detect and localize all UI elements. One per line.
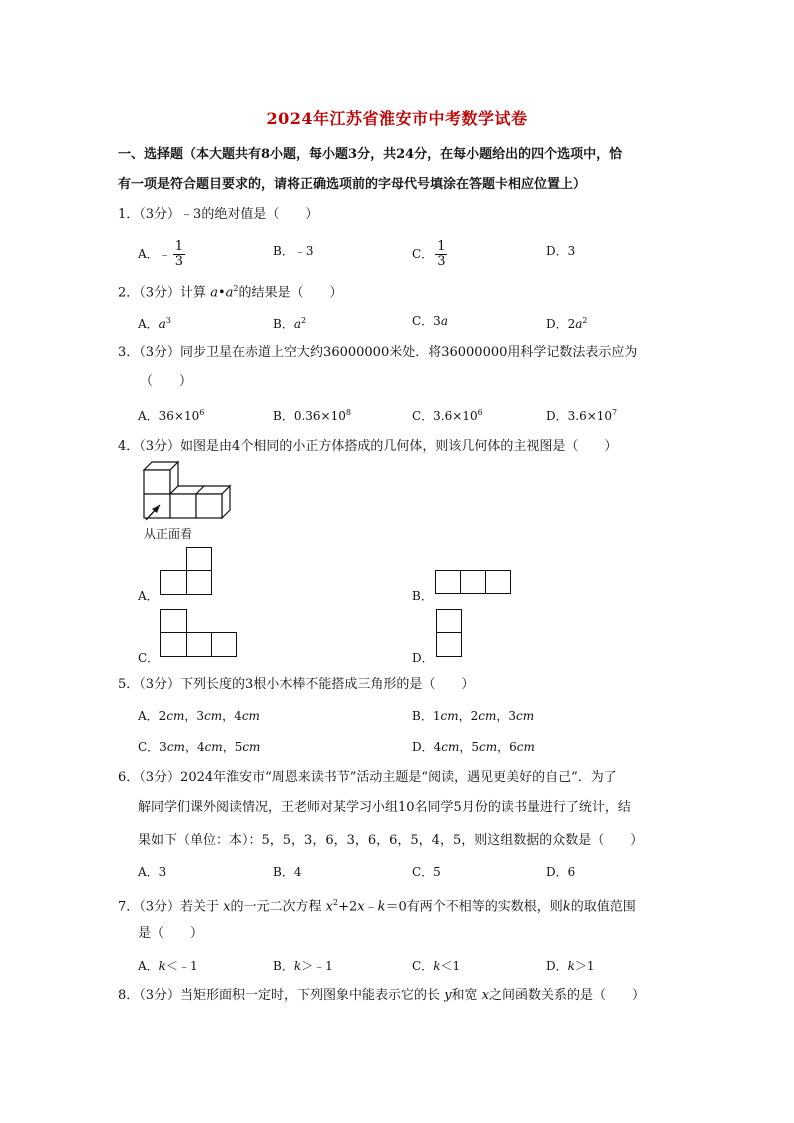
q7-a-k: k — [158, 959, 166, 973]
q8-stem-post: 之间函数关系的是（ ） — [489, 988, 646, 1003]
q2-d-label: D．2 — [546, 317, 576, 331]
q4-c-square — [211, 632, 237, 657]
q5-unit: cm — [516, 740, 535, 754]
q5-unit: cm — [166, 709, 185, 723]
q2-d-sup: 2 — [582, 316, 588, 325]
q5-b-2: ，2 — [458, 709, 479, 723]
q7-eq-x: x — [325, 899, 334, 915]
q4-option-d-label: D． — [412, 651, 434, 665]
q3-b-text: B．0.36×10 — [273, 409, 346, 423]
q1-a-numerator: 1 — [174, 239, 183, 254]
q2-stem — [118, 280, 342, 302]
q4-a-square — [186, 547, 212, 571]
q2-c-label: C．3 — [412, 314, 441, 328]
q2-a-var: a — [158, 317, 166, 331]
q4-c-square — [160, 632, 187, 657]
q5-option-b — [412, 708, 534, 724]
q5-unit: cm — [204, 709, 223, 723]
q5-b-1: B．1 — [412, 709, 441, 723]
section-heading-line2: 有一项是符合题目要求的，请将正确选项前的字母代号填涂在答题卡相应位置上） — [118, 177, 587, 192]
q5-stem: 5．（3分）下列长度的3根小木棒不能搭成三角形的是（ ） — [118, 677, 475, 692]
q5-option-c — [138, 739, 260, 755]
q4-d-square — [436, 632, 462, 657]
q7-d-post: ＞1 — [574, 959, 595, 973]
q2-option-a — [138, 313, 171, 332]
q4-option-a-label: A． — [138, 589, 159, 603]
q7-eq-minus: ﹣ — [364, 899, 378, 915]
q4-d-square — [436, 609, 462, 633]
q1-a-denominator: 3 — [174, 254, 183, 269]
q5-option-a — [138, 708, 260, 724]
q1-option-a — [138, 240, 185, 269]
q6-stem-line3: 果如下（单位：本）：5，5，3，6，3，6，6，5，4，5，则这组数据的众数是（ ） — [138, 833, 644, 848]
q4-c-square — [160, 609, 187, 633]
q7-var-k: k — [562, 899, 571, 915]
q2-b-sup: 2 — [300, 316, 307, 325]
q4-option-a-figure — [160, 547, 212, 595]
q5-unit: cm — [441, 740, 460, 754]
q3-a-text: A．36×10 — [138, 409, 200, 423]
q5-d-1: D．4 — [412, 740, 442, 754]
q5-unit: cm — [515, 709, 535, 723]
q3-b-sup: 8 — [345, 408, 351, 417]
q4-a-square — [160, 570, 187, 595]
q4-b-square — [435, 570, 461, 594]
q1-stem: 1．（3分）﹣3的绝对值是（ ） — [118, 207, 319, 222]
q6-stem-line2: 解同学们课外阅读情况，王老师对某学习小组10名同学5月份的读书量进行了统计，结 — [138, 800, 631, 815]
q7-b-pre: B． — [273, 959, 294, 973]
q2-stem-expr: a•a — [210, 285, 234, 301]
q4-option-b-label: B． — [412, 589, 433, 603]
q3-c-text: C．3.6×10 — [412, 409, 478, 423]
q6-stem-line1: 6．（3分）2024年淮安市“周恩来读书节”活动主题是“阅读，遇见更美好的自己”．为了 — [118, 770, 617, 785]
q1-a-fraction — [173, 240, 185, 269]
q5-unit: cm — [241, 709, 260, 723]
q7-option-c — [412, 958, 460, 974]
q2-option-b — [273, 313, 306, 332]
q2-b-var: a — [293, 317, 301, 331]
q3-option-a — [138, 405, 204, 424]
q8-stem — [118, 987, 645, 1005]
page-title: 2024年江苏省淮安市中考数学试卷 — [266, 109, 528, 128]
q5-d-3: ，6 — [497, 740, 517, 754]
q6-option-d: D．6 — [546, 865, 576, 879]
q4-b-square — [485, 570, 511, 594]
q5-b-3: ，3 — [496, 709, 516, 723]
q8-stem-mid: 和宽 — [451, 988, 482, 1003]
q6-option-a: A．3 — [138, 865, 167, 879]
q7-stem-post: 的取值范围 — [570, 899, 636, 915]
q1-c-denominator: 3 — [437, 254, 446, 269]
q3-d-sup: 7 — [612, 408, 618, 417]
q7-b-k: k — [293, 959, 302, 973]
q7-stem-mid: 的一元二次方程 — [230, 899, 326, 915]
q3-option-d — [546, 405, 617, 424]
q7-c-k: k — [433, 959, 441, 973]
q5-a-2: ，3 — [184, 709, 205, 723]
q6-option-b: B．4 — [273, 865, 302, 879]
q7-var-x: x — [223, 899, 231, 915]
q5-a-1: A．2 — [138, 709, 167, 723]
q8-stem-pre: 8．（3分）当矩形面积一定时，下列图象中能表示它的长 — [118, 988, 445, 1003]
q3-stem: 3．（3分）同步卫星在赤道上空大约36000000米处．将36000000用科学记数法表示应为 — [118, 345, 638, 360]
q7-a-pre: A． — [138, 959, 159, 973]
q1-c-numerator: 1 — [437, 239, 446, 254]
q5-unit: cm — [242, 740, 261, 754]
q7-eq-end: ＝0有两个不相等的实数根，则 — [385, 899, 563, 915]
q7-c-pre: C． — [412, 959, 434, 973]
q7-eq-k: k — [377, 899, 386, 915]
q3-option-c — [412, 405, 483, 424]
q7-option-d — [546, 958, 595, 974]
section-heading-line1: 一、选择题（本大题共有8小题，每小题3分，共24分，在每小题给出的四个选项中，恰 — [118, 147, 623, 162]
q4-option-b-figure — [435, 570, 511, 594]
q7-eq-x2: x — [357, 899, 365, 915]
q5-option-d — [412, 739, 535, 755]
q3-d-text: D．3.6×10 — [546, 409, 613, 423]
q5-c-2: ，4 — [184, 740, 205, 754]
q5-c-3: ，5 — [222, 740, 243, 754]
q7-c-post: ＜1 — [440, 959, 461, 973]
q2-b-label: B． — [273, 317, 294, 331]
q3-stem-cont: （ ） — [140, 374, 193, 389]
q8-var-x: x — [481, 988, 490, 1003]
q7-eq-sup: 2 — [333, 898, 339, 907]
q5-unit: cm — [204, 740, 223, 754]
q7-b-post: ＞﹣1 — [301, 959, 333, 973]
q3-option-b — [273, 405, 351, 424]
q8-var-y: y — [444, 988, 452, 1003]
q2-a-sup: 3 — [165, 316, 171, 325]
q7-option-a — [138, 958, 198, 974]
q2-a-label: A． — [138, 317, 159, 331]
q2-stem-post: 的结果是（ ） — [238, 285, 343, 301]
q4-stem: 4．（3分）如图是由4个相同的小正方体搭成的几何体，则该几何体的主视图是（ ） — [118, 439, 618, 454]
q7-d-k: k — [567, 959, 575, 973]
q7-stem-cont: 是（ ） — [138, 926, 204, 941]
q2-d-var: a — [575, 317, 583, 331]
q2-option-c — [412, 313, 448, 329]
q1-c-fraction — [435, 240, 447, 269]
q1-option-d: D．3 — [546, 244, 576, 258]
q5-c-1: C．3 — [138, 740, 167, 754]
q1-a-sign: ﹣ — [158, 247, 171, 261]
q1-a-label: A． — [138, 247, 159, 261]
q1-option-c — [412, 240, 447, 269]
q1-c-label: C． — [412, 247, 434, 261]
q6-option-c: C．5 — [412, 865, 441, 879]
q5-unit: cm — [478, 709, 497, 723]
q4-cube-figure — [138, 460, 238, 522]
q5-unit: cm — [166, 740, 185, 754]
q4-view-label: 从正面看 — [144, 527, 193, 541]
q3-a-sup: 6 — [199, 408, 205, 417]
q5-d-2: ，5 — [459, 740, 480, 754]
q4-c-square — [186, 632, 212, 657]
q3-c-sup: 6 — [477, 408, 483, 417]
q2-stem-pre: 2．（3分）计算 — [118, 285, 211, 301]
q4-b-square — [460, 570, 486, 594]
q7-stem — [118, 894, 636, 916]
q4-option-c-label: C． — [138, 651, 160, 665]
q2-option-d — [546, 313, 588, 332]
q5-unit: cm — [440, 709, 459, 723]
q4-a-square — [186, 570, 212, 595]
q2-c-var: a — [440, 314, 448, 328]
q2-stem-sup: 2 — [233, 284, 239, 293]
q5-a-3: ，4 — [222, 709, 242, 723]
q4-option-d-figure — [436, 609, 462, 657]
q1-option-b: B．﹣3 — [273, 244, 314, 258]
q7-stem-pre: 7．（3分）若关于 — [118, 899, 224, 915]
q7-a-post: ＜﹣1 — [165, 959, 198, 973]
q7-eq-rest: +2 — [338, 899, 358, 915]
q7-d-pre: D． — [546, 959, 568, 973]
q7-option-b — [273, 958, 333, 974]
q5-unit: cm — [479, 740, 498, 754]
q4-option-c-figure — [160, 609, 237, 657]
